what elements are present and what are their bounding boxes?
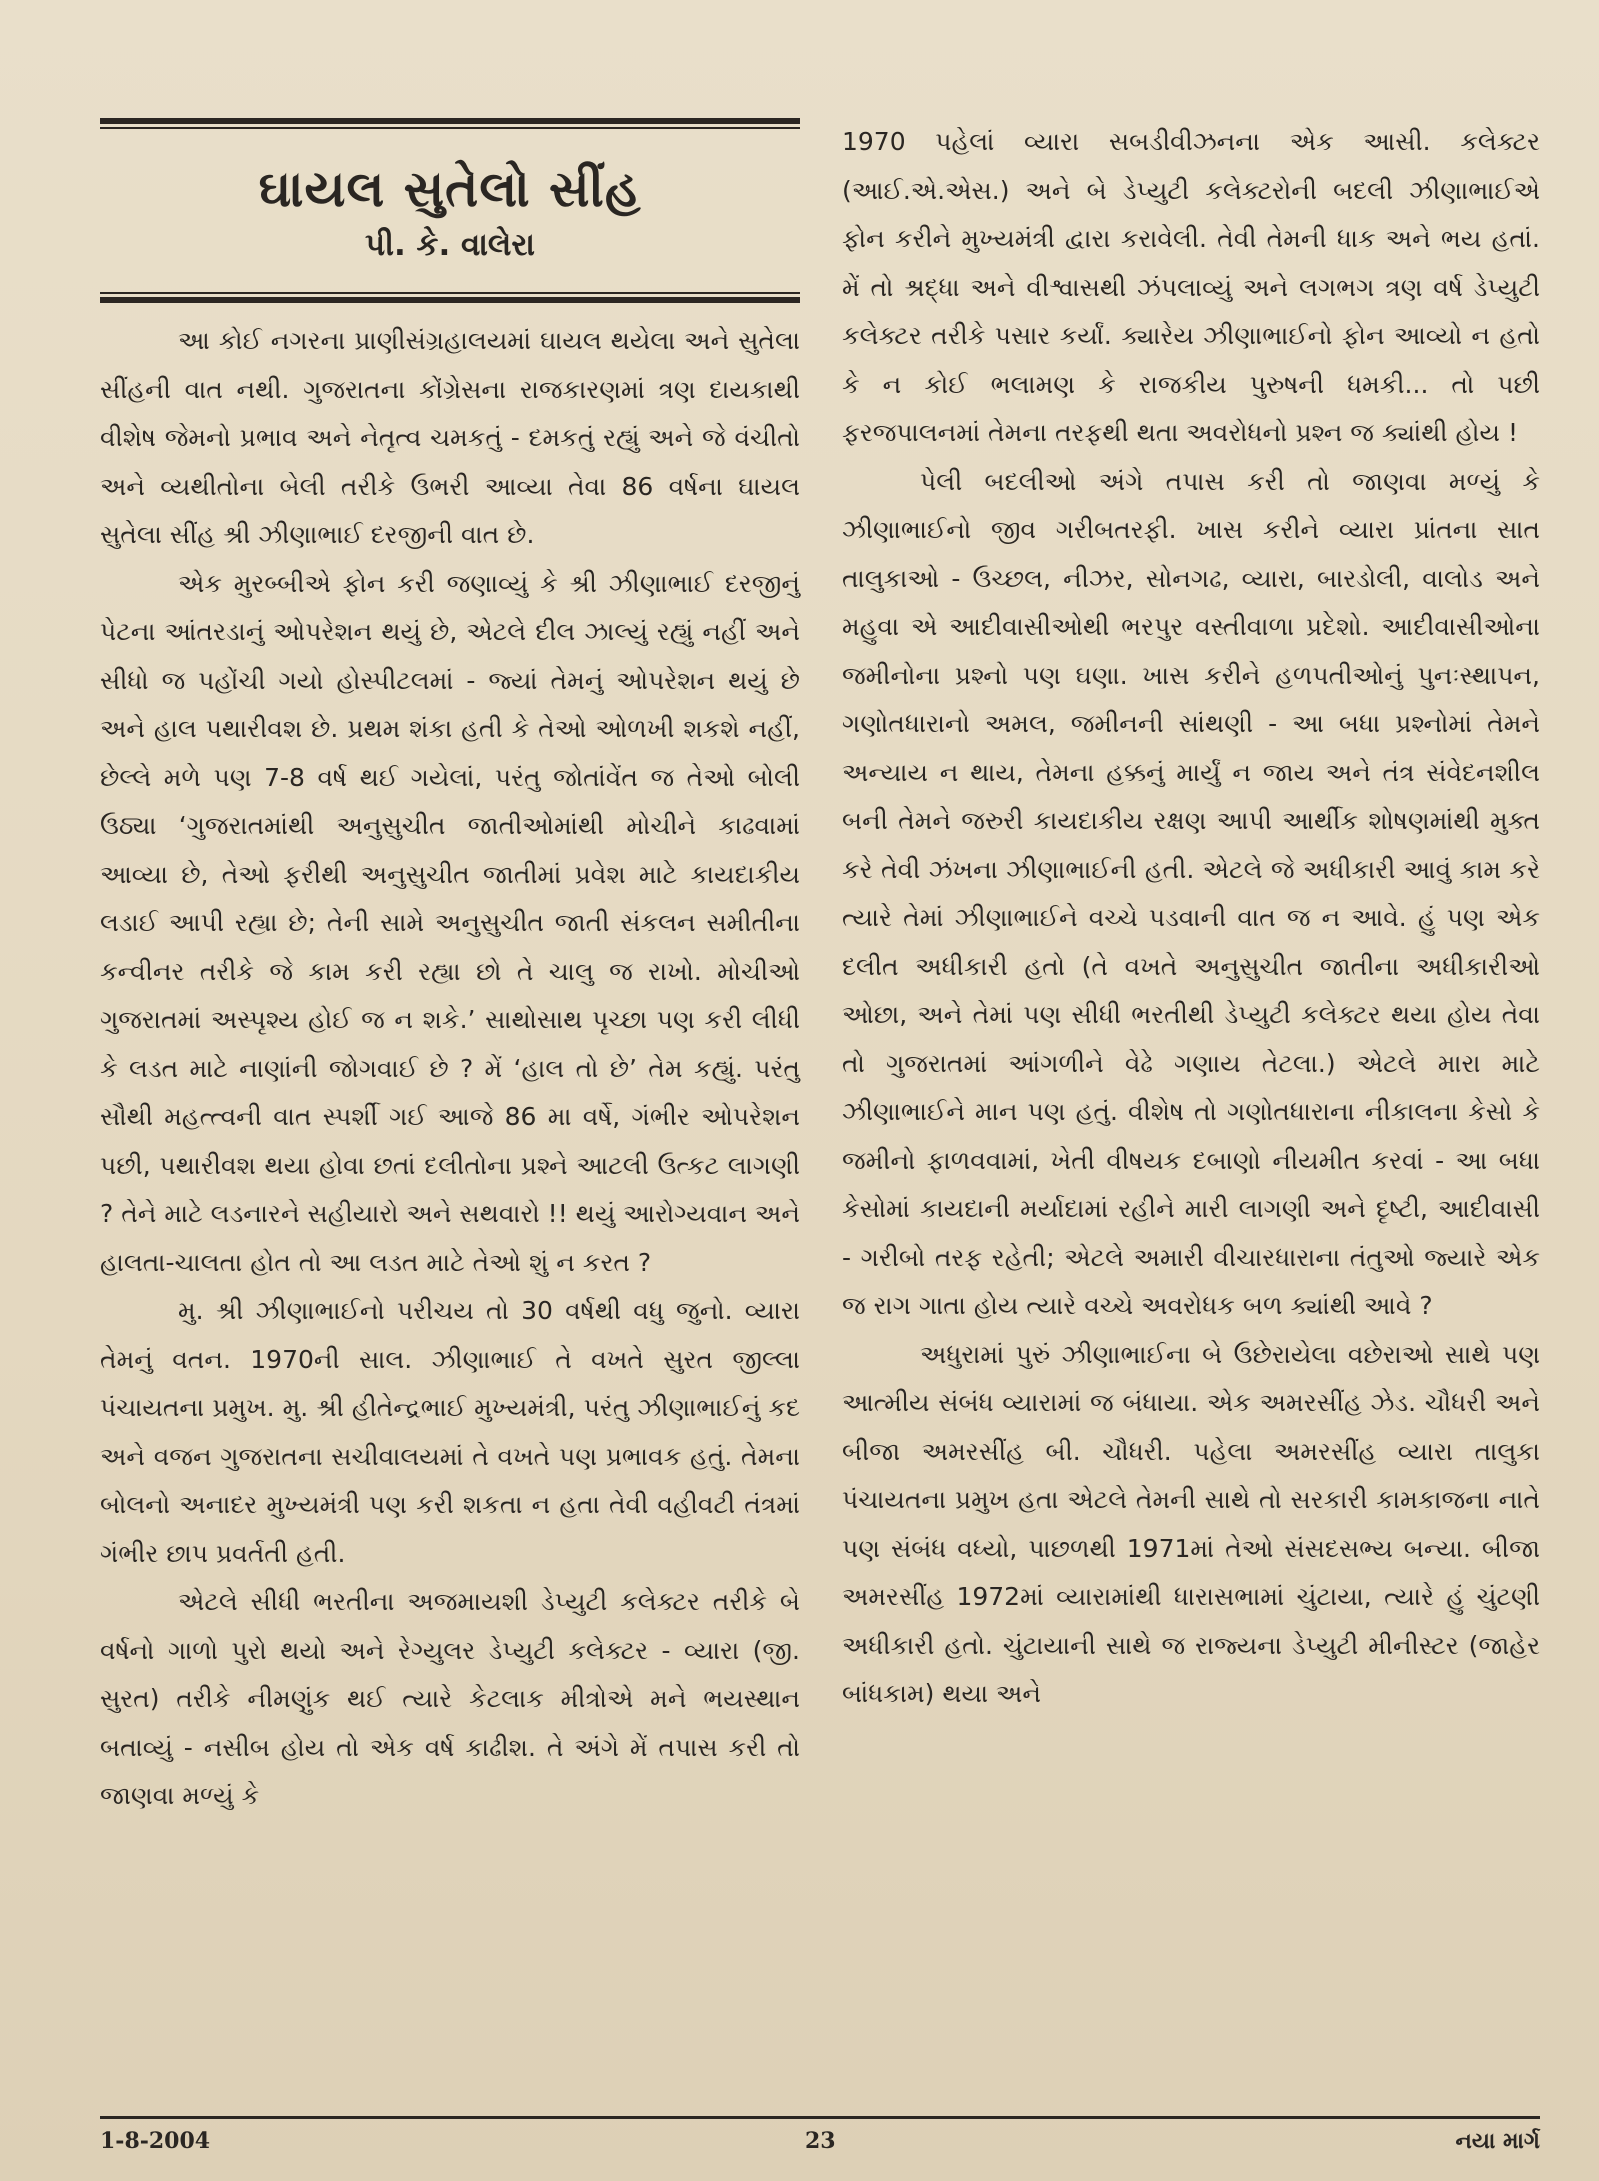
right-paragraph: પેલી બદલીઓ અંગે તપાસ કરી તો જાણવા મળ્યું કે ઝીણાભાઈનો જીવ ગરીબતરફી. ખાસ કરીને વ્યારા પ્રાંતના સાત તાલુકાઓ - ઉચ્છલ, નીઝર, સોનગઢ, વ્યારા, બારડોલી, વાલોડ અને મહુવા એ આદીવાસીઓથી ભરપુર વસ્તીવાળા પ્રદેશો. આદીવાસીઓના જમીનોના પ્રશ્નો પણ ઘણા. ખાસ કરીને હળપતીઓનું પુનઃસ્થાપન, ગણોતધારાનો અમલ, જમીનની સાંથણી - આ બધા પ્રશ્નોમાં તેમને અન્યાય ન થાય, તેમના હક્કનું માર્યું ન જાય અને તંત્ર સંવેદનશીલ બની તેમને જરુરી કાયદાકીય રક્ષણ આપી આર્થીક શોષણમાંથી મુક્ત કરે તેવી ઝંખના ઝીણાભાઈની હતી. એટલે જે અધીકારી આવું કામ કરે ત્યારે તેમાં ઝીણાભાઈને વચ્ચે પડવાની વાત જ ન આવે. હું પણ એક દલીત અધીકારી હતો (તે વખતે અનુસુચીત જાતીના અધીકારીઓ ઓછા, અને તેમાં પણ સીધી ભરતીથી ડેપ્યુટી કલેક્ટર થયા હોય તેવા તો ગુજરાતમાં આંગળીને વેઢે ગણાય તેટલા.) એટલે મારા માટે ઝીણાભાઈને માન પણ હતું. વીશેષ તો ગણોતધારાના નીકાલના કેસો કે જમીનો ફાળવવામાં, ખેતી વીષયક દબાણો નીયમીત કરવાં - આ બધા કેસોમાં કાયદાની મર્યાદામાં રહીને મારી લાગણી અને દૃષ્ટી, આદીવાસી - ગરીબો તરફ રહેતી; એટલે અમારી વીચારધારાના તંતુઓ જ્યારે એક જ રાગ ગાતા હોય ત્યારે વચ્ચે અવરોધક બળ ક્યાંથી આવે ? — [842, 466, 1540, 1320]
right-paragraph: અધુરામાં પુરું ઝીણાભાઈના બે ઉછેરાયેલા વછેરાઓ સાથે પણ આત્મીય સંબંધ વ્યારામાં જ બંધાયા. એક અમરસીંહ ઝેડ. ચૌધરી અને બીજા અમરસીંહ બી. ચૌધરી. પહેલા અમરસીંહ વ્યારા તાલુકા પંચાયતના પ્રમુખ હતા એટલે તેમની સાથે તો સરકારી કામકાજના નાતે પણ સંબંધ વધ્યો, પાછળથી 1971માં તેઓ સંસદસભ્ય બન્યા. બીજા અમરસીંહ 1972માં વ્યારામાંથી ધારાસભામાં ચુંટાયા, ત્યારે હું ચુંટણી અધીકારી હતો. ચુંટાયાની સાથે જ રાજ્યના ડેપ્યુટી મીનીસ્ટર (જાહેર બાંધકામ) થયા અને — [842, 1339, 1540, 1708]
left-paragraph: આ કોઈ નગરના પ્રાણીસંગ્રહાલયમાં ઘાયલ થયેલા અને સુતેલા સીંહની વાત નથી. ગુજરાતના કોંગ્રેસના રાજકારણમાં ત્રણ દાયકાથી વીશેષ જેમનો પ્રભાવ અને નેતૃત્વ ચમકતું - દમકતું રહ્યું અને જે વંચીતો અને વ્યથીતોના બેલી તરીકે ઉભરી આવ્યા તેવા 86 વર્ષના ઘાયલ સુતેલા સીંહ શ્રી ઝીણાભાઈ દરજીની વાત છે. — [100, 326, 800, 550]
page-footer — [100, 2128, 1540, 2160]
article-title: ઘાયલ સુતેલો સીંહ — [258, 160, 642, 218]
right-column — [842, 118, 1540, 1719]
title-top-rule-thin — [100, 127, 800, 129]
magazine-name: નયા માર્ગ — [1455, 2128, 1540, 2154]
left-column — [100, 118, 800, 1821]
left-paragraph: મુ. શ્રી ઝીણાભાઈનો પરીચય તો 30 વર્ષથી વધુ જુનો. વ્યારા તેમનું વતન. 1970ની સાલ. ઝીણાભાઈ તે વખતે સુરત જીલ્લા પંચાયતના પ્રમુખ. મુ. શ્રી હીતેન્દ્રભાઈ મુખ્યમંત્રી, પરંતુ ઝીણાભાઈનું કદ અને વજન ગુજરાતના સચીવાલયમાં તે વખતે પણ પ્રભાવક હતું. તેમના બોલનો અનાદર મુખ્યમંત્રી પણ કરી શકતા ન હતા તેવી વહીવટી તંત્રમાં ગંભીર છાપ પ્રવર્તતી હતી. — [100, 1296, 800, 1568]
footer-rule — [100, 2116, 1540, 2119]
title-bottom-rule — [100, 297, 800, 303]
footer-date: 1-8-2004 — [100, 2128, 211, 2154]
title-bottom-rule-thin — [100, 292, 800, 294]
left-paragraph: એક મુરબ્બીએ ફોન કરી જણાવ્યું કે શ્રી ઝીણાભાઈ દરજીનું પેટના આંતરડાનું ઓપરેશન થયું છે, એટલે દીલ ઝાલ્યું રહ્યું નહીં અને સીધો જ પહોંચી ગયો હોસ્પીટલમાં - જ્યાં તેમનું ઓપરેશન થયું છે અને હાલ પથારીવશ છે. પ્રથમ શંકા હતી કે તેઓ ઓળખી શકશે નહીં, છેલ્લે મળે પણ 7-8 વર્ષ થઈ ગયેલાં, પરંતુ જોતાંવેંત જ તેઓ બોલી ઉઠ્યા ‘ગુજરાતમાંથી અનુસુચીત જાતીઓમાંથી મોચીને કાઢવામાં આવ્યા છે, તેઓ ફરીથી અનુસુચીત જાતીમાં પ્રવેશ માટે કાયદાકીય લડાઈ આપી રહ્યા છે; તેની સામે અનુસુચીત જાતી સંકલન સમીતીના કન્વીનર તરીકે જે કામ કરી રહ્યા છો તે ચાલુ જ રાખો. મોચીઓ ગુજરાતમાં અસ્પૃશ્ય હોઈ જ ન શકે.’ સાથોસાથ પૃચ્છા પણ કરી લીધી કે લડત માટે નાણાંની જોગવાઈ છે ? મેં ‘હાલ તો છે’ તેમ કહ્યું. પરંતુ સૌથી મહત્ત્વની વાત સ્પર્શી ગઈ આજે 86 મા વર્ષે, ગંભીર ઓપરેશન પછી, પથારીવશ થયા હોવા છતાં દલીતોના પ્રશ્ને આટલી ઉત્કટ લાગણી ? તેને માટે લડનારને સહીયારો અને સથવારો !! થયું આરોગ્યવાન અને હાલતા-ચાલતા હોત તો આ લડત માટે તેઓ શું ન કરત ? — [100, 568, 800, 1277]
article-author: પી. કે. વાલેરા — [365, 227, 535, 263]
title-top-rule — [100, 118, 800, 124]
page-number: 23 — [805, 2128, 836, 2154]
left-paragraph: એટલે સીધી ભરતીના અજમાયશી ડેપ્યુટી કલેક્ટર તરીકે બે વર્ષનો ગાળો પુરો થયો અને રેગ્યુલર ડેપ્યુટી કલેક્ટર - વ્યારા (જી. સુરત) તરીકે નીમણુંક થઈ ત્યારે કેટલાક મીત્રોએ મને ભયસ્થાન બતાવ્યું - નસીબ હોય તો એક વર્ષ કાઢીશ. તે અંગે મેં તપાસ કરી તો જાણવા મળ્યું કે — [100, 1587, 800, 1811]
right-paragraph: 1970 પહેલાં વ્યારા સબડીવીઝનના એક આસી. કલેક્ટર (આઈ.એ.એસ.) અને બે ડેપ્યુટી કલેક્ટરોની બદલી ઝીણાભાઈએ ફોન કરીને મુખ્યમંત્રી દ્વારા કરાવેલી. તેવી તેમની ધાક અને ભય હતાં. મેં તો શ્રદ્ધા અને વીશ્વાસથી ઝંપલાવ્યું અને લગભગ ત્રણ વર્ષ ડેપ્યુટી કલેક્ટર તરીકે પસાર કર્યાં. ક્યારેય ઝીણાભાઈનો ફોન આવ્યો ન હતો કે ન કોઈ ભલામણ કે રાજકીય પુરુષની ધમકી... તો પછી ફરજપાલનમાં તેમના તરફથી થતા અવરોધનો પ્રશ્ન જ ક્યાંથી હોય ! — [842, 127, 1540, 447]
